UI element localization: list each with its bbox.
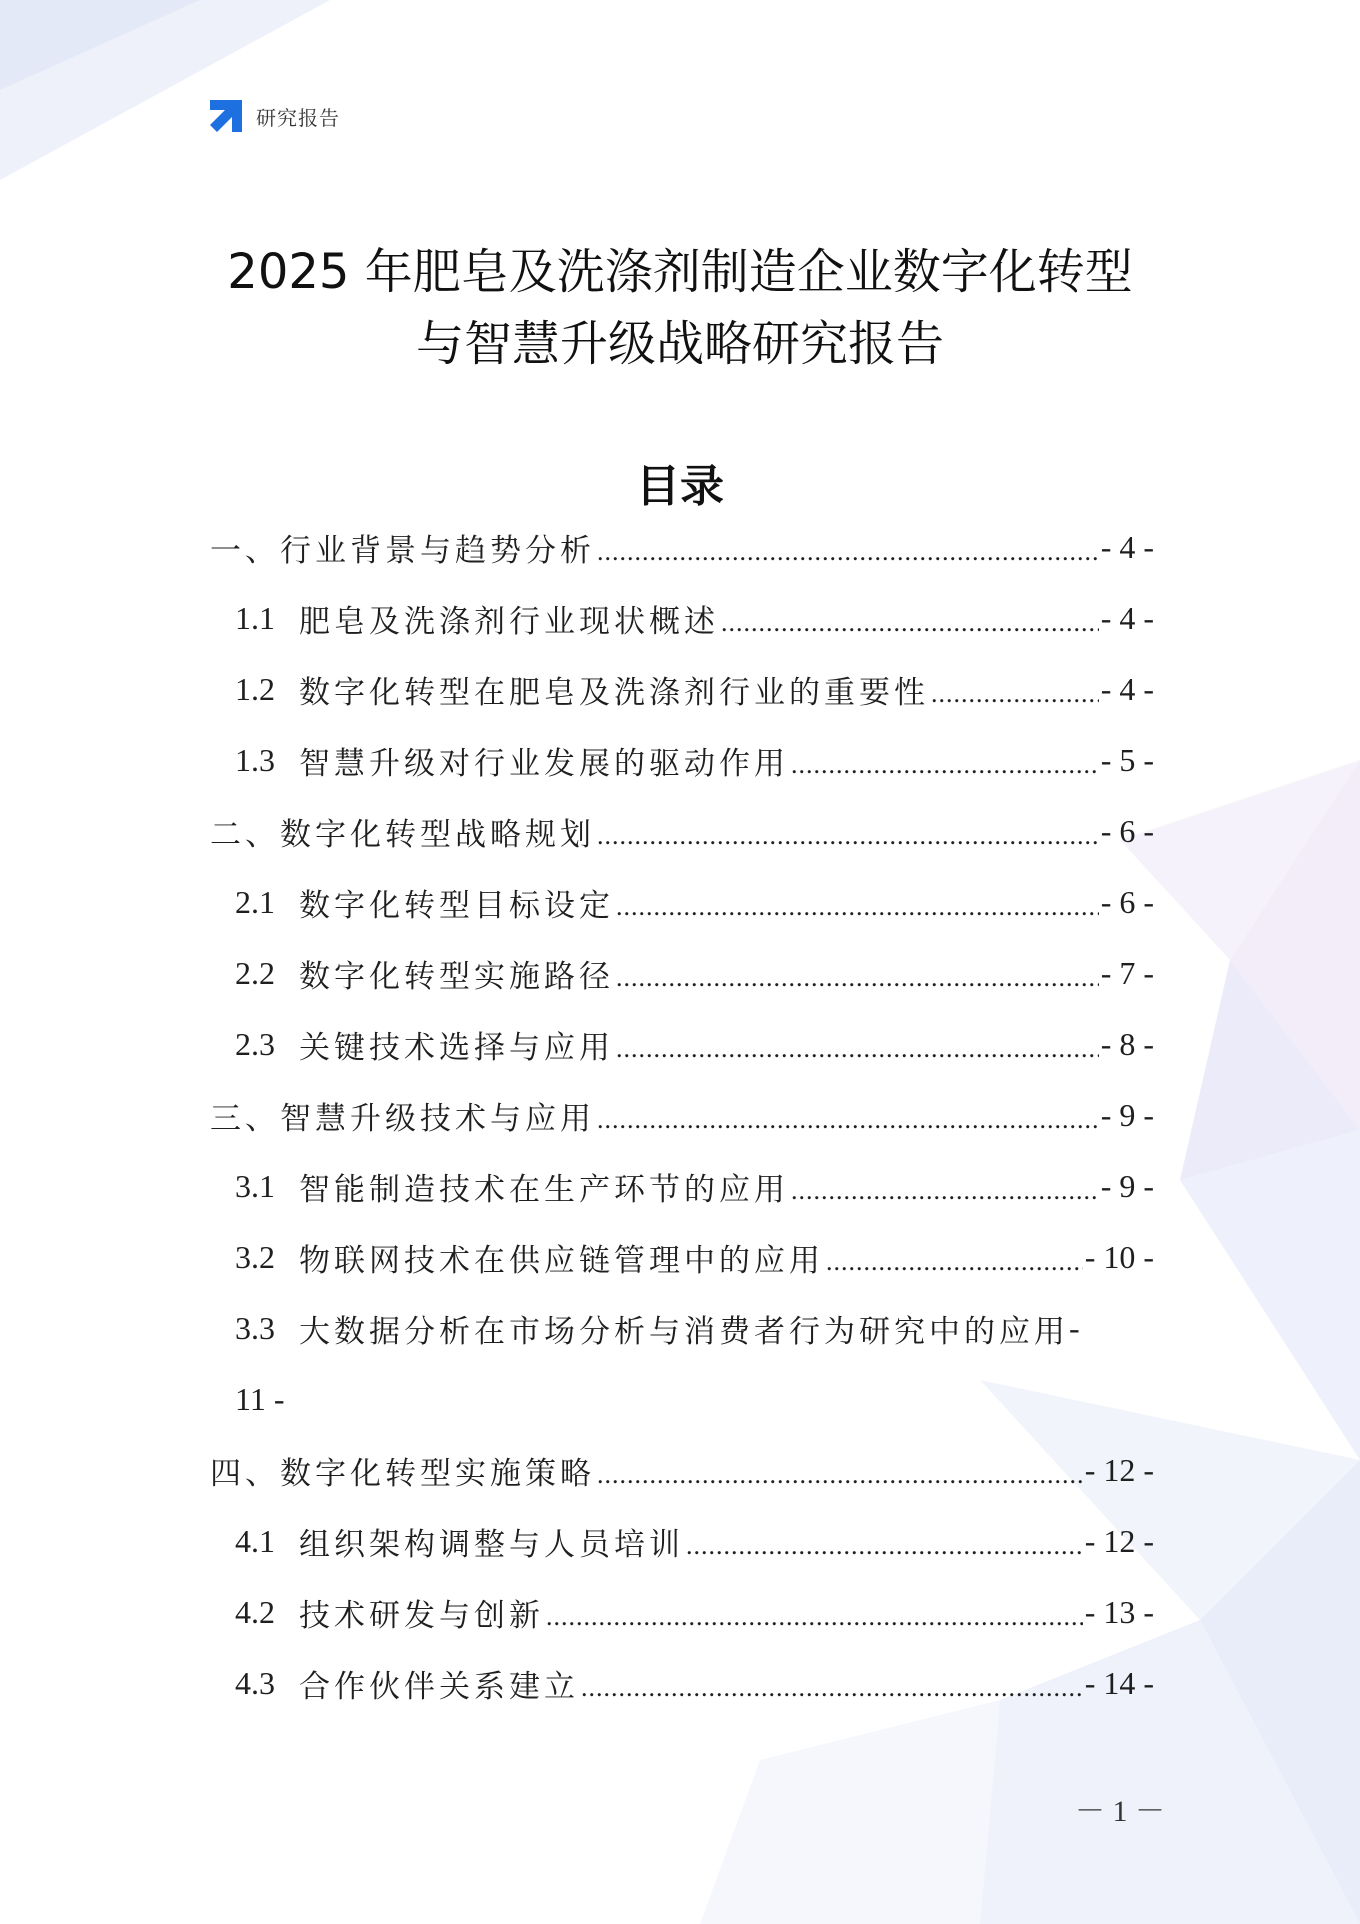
document-title: [180, 236, 1180, 380]
toc-entry-page: - 12 -: [1084, 1523, 1154, 1559]
toc-entry-title: 数字化转型实施路径: [299, 959, 614, 995]
brand-arrow-icon: [208, 98, 244, 134]
toc-leader: [581, 1673, 1083, 1703]
toc-entry-title: 数字化转型实施策略: [280, 1456, 595, 1492]
toc-entry[interactable]: [210, 938, 1154, 1009]
toc-entry-page-part1: -: [1069, 1310, 1080, 1346]
toc-entry-number: 4.2: [235, 1594, 275, 1630]
toc-leader: [686, 1531, 1083, 1561]
toc-entry-title: 行业背景与趋势分析: [280, 533, 595, 569]
toc-entry-number: 2.3: [235, 1026, 275, 1062]
toc-entry-page: - 5 -: [1100, 742, 1154, 778]
toc-entry-page: - 13 -: [1084, 1594, 1154, 1630]
toc-entry-page: - 7 -: [1100, 955, 1154, 991]
toc-entry-number: 一、: [210, 533, 280, 569]
toc-leader: [616, 963, 1099, 993]
toc-leader: [616, 1034, 1099, 1064]
toc-entry[interactable]: [210, 1222, 1154, 1293]
title-line-2: 与智慧升级战略研究报告: [415, 316, 944, 372]
toc-leader: [597, 1460, 1083, 1490]
toc-entry-number: 四、: [210, 1456, 280, 1492]
header-brand: [208, 98, 340, 134]
toc-entry[interactable]: [210, 1080, 1154, 1151]
toc-leader: [616, 892, 1099, 922]
toc-entry-title: 数字化转型在肥皂及洗涤剂行业的重要性: [299, 675, 929, 711]
toc-leader: [597, 821, 1099, 851]
toc-leader: [597, 537, 1099, 567]
toc-entry[interactable]: [210, 1151, 1154, 1222]
toc-entry-number: 二、: [210, 817, 280, 853]
toc-entry-number: 3.1: [235, 1168, 275, 1204]
toc-entry-title: 关键技术选择与应用: [299, 1030, 614, 1066]
toc-entry-title: 数字化转型目标设定: [299, 888, 614, 924]
toc-entry-number: 1.1: [235, 600, 275, 636]
toc-entry-number: 3.3: [235, 1310, 275, 1346]
toc-entry[interactable]: [210, 1648, 1154, 1719]
toc-entry-page: - 4 -: [1100, 600, 1154, 636]
toc-entry-title: 数字化转型战略规划: [280, 817, 595, 853]
toc-leader: [721, 608, 1099, 638]
toc-leader: [826, 1247, 1083, 1277]
toc-entry-title: 组织架构调整与人员培训: [299, 1527, 684, 1563]
toc-entry[interactable]: [210, 1009, 1154, 1080]
toc-entry-title: 智慧升级对行业发展的驱动作用: [299, 746, 789, 782]
toc-entry-number: 三、: [210, 1101, 280, 1137]
toc-entry-page: - 14 -: [1084, 1665, 1154, 1701]
toc-entry-title: 智慧升级技术与应用: [280, 1101, 595, 1137]
toc-entry-title: 智能制造技术在生产环节的应用: [299, 1172, 789, 1208]
toc-entry-number: 2.1: [235, 884, 275, 920]
toc-entry-page: - 8 -: [1100, 1026, 1154, 1062]
toc-entry-title: 肥皂及洗涤剂行业现状概述: [299, 604, 719, 640]
toc-entry-title: 技术研发与创新: [299, 1598, 544, 1634]
toc-entry[interactable]: [210, 1577, 1154, 1648]
toc-entry-page: - 9 -: [1100, 1168, 1154, 1204]
toc-entry-page: - 12 -: [1084, 1452, 1154, 1488]
toc-entry-page: - 4 -: [1100, 529, 1154, 565]
toc-entry[interactable]: [210, 796, 1154, 867]
toc-entry-number: 4.1: [235, 1523, 275, 1559]
toc-entry-number: 1.3: [235, 742, 275, 778]
toc-heading: 目录: [636, 461, 724, 512]
table-of-contents: [210, 512, 1154, 1719]
toc-entry-page-part2: 11 -: [235, 1381, 285, 1417]
toc-entry[interactable]: [210, 654, 1154, 725]
toc-leader: [791, 1176, 1099, 1206]
toc-entry-page: - 9 -: [1100, 1097, 1154, 1133]
brand-label: 研究报告: [256, 105, 340, 130]
toc-entry[interactable]: [210, 1293, 1154, 1435]
toc-entry[interactable]: [210, 583, 1154, 654]
toc-entry-number: 4.3: [235, 1665, 275, 1701]
toc-entry-number: 3.2: [235, 1239, 275, 1275]
toc-entry-title: 大数据分析在市场分析与消费者行为研究中的应用: [299, 1314, 1069, 1350]
toc-entry-page: - 4 -: [1100, 671, 1154, 707]
toc-entry[interactable]: [210, 725, 1154, 796]
toc-entry[interactable]: [210, 1435, 1154, 1506]
toc-entry-page: - 6 -: [1100, 884, 1154, 920]
toc-entry[interactable]: [210, 867, 1154, 938]
toc-leader: [597, 1105, 1099, 1135]
toc-entry-number: 2.2: [235, 955, 275, 991]
toc-leader: [546, 1602, 1083, 1632]
toc-leader: [791, 750, 1099, 780]
toc-entry-number: 1.2: [235, 671, 275, 707]
toc-entry-page: - 10 -: [1084, 1239, 1154, 1275]
toc-entry-title: 物联网技术在供应链管理中的应用: [299, 1243, 824, 1279]
toc-entry[interactable]: [210, 512, 1154, 583]
toc-entry-title: 合作伙伴关系建立: [299, 1669, 579, 1705]
page-number: － 1 －: [1075, 1795, 1165, 1828]
title-line-1: 2025 年肥皂及洗涤剂制造企业数字化转型: [227, 244, 1133, 300]
toc-entry[interactable]: [210, 1506, 1154, 1577]
toc-entry-page: - 6 -: [1100, 813, 1154, 849]
toc-leader: [931, 679, 1099, 709]
